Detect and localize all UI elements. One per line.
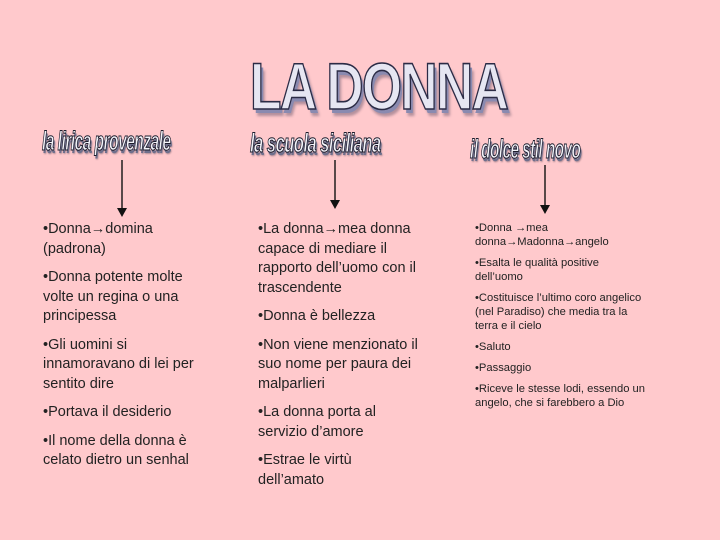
arrow-down-icon [329,160,341,210]
list-item: • Costituisce l’ultimo coro angelico (nel Paradiso) che media tra la terra e il cielo [475,291,645,333]
list-item: • Estrae le virtù dell’amato [258,451,418,490]
arrow-down-icon [116,160,128,218]
column-provenzale-list [43,220,203,480]
column-stilnovo-list [475,221,645,417]
list-item: • Donna→domina (padrona) [43,220,203,259]
arrow-down-icon [539,165,551,215]
page-title: LA DONNA [250,49,508,123]
list-item: • Donna potente molte volte un regina o una principessa [43,268,203,327]
list-item: • Donna è bellezza [258,307,418,327]
column-heading-stilnovo: il dolce stil novo [470,134,581,164]
list-item: • Donna →mea donna→Madonna→angelo [475,221,645,249]
list-item: • La donna porta al servizio d’amore [258,403,418,442]
list-item: • Saluto [475,340,645,354]
list-item: • La donna→mea donna capace di mediare il rapporto dell’uomo con il trascendente [258,220,418,298]
column-siciliana-list [258,220,418,499]
list-item: • Passaggio [475,361,645,375]
list-item: • Portava il desiderio [43,403,203,423]
list-item: • Non viene menzionato il suo nome per paura dei malparlieri [258,336,418,395]
list-item: • Esalta le qualità positive dell’uomo [475,256,645,284]
list-item: • Gli uomini si innamoravano di lei per sentito dire [43,336,203,395]
column-heading-provenzale: la lirica provenzale [42,126,171,156]
list-item: • Il nome della donna è celato dietro un senhal [43,432,203,471]
list-item: • Riceve le stesse lodi, essendo un angelo, che si farebbero a Dio [475,382,645,410]
column-heading-siciliana: la scuola siciliana [250,128,381,158]
